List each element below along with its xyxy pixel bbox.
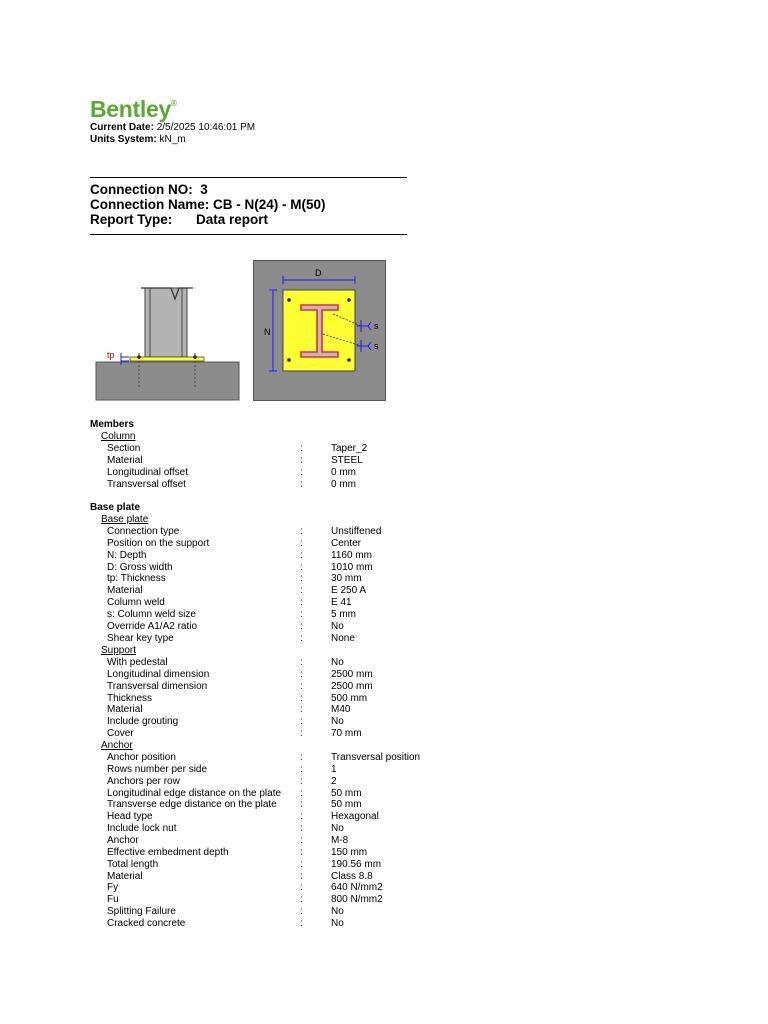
connection-name-value: CB - N(24) - M(50) bbox=[213, 197, 326, 212]
property-separator: : bbox=[300, 763, 303, 775]
anchor-hole bbox=[347, 298, 351, 302]
d-label: D bbox=[315, 268, 322, 278]
property-row bbox=[0, 918, 768, 930]
property-label: Fu bbox=[107, 894, 119, 906]
property-label: s: Column weld size bbox=[107, 608, 196, 620]
anchor-hole bbox=[347, 358, 351, 362]
property-row bbox=[0, 882, 768, 894]
property-row bbox=[0, 811, 768, 823]
connection-name bbox=[90, 197, 326, 212]
property-separator: : bbox=[300, 632, 303, 644]
connection-no bbox=[90, 182, 208, 197]
property-value: None bbox=[331, 632, 355, 644]
plan-diagram bbox=[253, 260, 386, 401]
property-row bbox=[0, 788, 768, 800]
property-separator: : bbox=[300, 608, 303, 620]
property-label: Include lock nut bbox=[107, 823, 177, 835]
property-value: Taper_2 bbox=[331, 443, 368, 454]
property-separator: : bbox=[300, 894, 303, 906]
property-value: STEEL bbox=[331, 454, 363, 466]
property-label: Longitudinal offset bbox=[107, 466, 188, 478]
property-label: Anchors per row bbox=[107, 775, 180, 787]
logo-text: Bentley bbox=[90, 96, 171, 122]
property-label: Anchor bbox=[107, 834, 139, 846]
property-row bbox=[0, 823, 768, 835]
support-subtitle: Support bbox=[101, 645, 137, 656]
property-separator: : bbox=[300, 573, 303, 585]
property-separator: : bbox=[300, 834, 303, 846]
property-value: M40 bbox=[331, 704, 351, 716]
property-value: 50 mm bbox=[331, 787, 362, 799]
property-row bbox=[0, 693, 768, 705]
property-row bbox=[0, 906, 768, 918]
column-section bbox=[145, 288, 187, 357]
property-separator: : bbox=[300, 775, 303, 787]
property-label: Rows number per side bbox=[107, 763, 208, 775]
property-row bbox=[0, 550, 768, 562]
property-value: 0 mm bbox=[331, 466, 356, 478]
property-row bbox=[0, 609, 768, 621]
s-label-1: s bbox=[374, 321, 379, 331]
property-label: Include grouting bbox=[107, 716, 179, 728]
property-row bbox=[0, 752, 768, 764]
property-label: Cover bbox=[107, 728, 134, 740]
property-separator: : bbox=[300, 882, 303, 894]
property-row bbox=[0, 681, 768, 693]
property-separator: : bbox=[300, 823, 303, 835]
property-separator: : bbox=[300, 704, 303, 716]
property-value: 800 N/mm2 bbox=[331, 894, 383, 906]
property-separator: : bbox=[300, 917, 303, 929]
property-value: 150 mm bbox=[331, 846, 368, 858]
property-row bbox=[0, 562, 768, 574]
property-separator: : bbox=[300, 728, 303, 740]
property-separator: : bbox=[300, 561, 303, 573]
property-label: Cracked concrete bbox=[107, 917, 186, 929]
property-row bbox=[0, 585, 768, 597]
property-value: 500 mm bbox=[331, 692, 368, 704]
property-label: Thickness bbox=[107, 692, 153, 704]
property-row bbox=[0, 799, 768, 811]
property-value: Unstiffened bbox=[331, 526, 382, 537]
bentley-logo bbox=[90, 96, 177, 123]
property-value: 0 mm bbox=[331, 478, 356, 490]
property-value: No bbox=[331, 716, 344, 728]
property-separator: : bbox=[300, 549, 303, 561]
property-separator: : bbox=[300, 443, 303, 454]
property-row bbox=[0, 764, 768, 776]
property-value: 70 mm bbox=[331, 728, 362, 740]
property-separator: : bbox=[300, 657, 303, 668]
property-label: D: Gross width bbox=[107, 561, 173, 573]
property-label: Fy bbox=[107, 882, 119, 894]
property-label: Material bbox=[107, 704, 143, 716]
divider-bottom bbox=[90, 234, 407, 235]
units-value: kN_m bbox=[159, 134, 186, 145]
report-type bbox=[90, 212, 268, 227]
property-value: 2500 mm bbox=[331, 680, 373, 692]
property-label: Total length bbox=[107, 858, 159, 870]
property-value: E 250 A bbox=[331, 585, 367, 597]
current-date-value: 2/5/2025 10:46:01 PM bbox=[156, 122, 256, 133]
anchor-hole bbox=[287, 358, 291, 362]
property-value: 1010 mm bbox=[331, 561, 373, 573]
property-row bbox=[0, 479, 768, 491]
base-plate-title: Base plate bbox=[90, 502, 141, 513]
property-label: Transversal dimension bbox=[107, 680, 208, 692]
property-separator: : bbox=[300, 906, 303, 918]
anchor-hole bbox=[287, 298, 291, 302]
anchor-subtitle: Anchor bbox=[101, 740, 133, 751]
property-label: Column weld bbox=[107, 597, 165, 609]
concrete-support bbox=[96, 362, 239, 400]
property-label: With pedestal bbox=[107, 657, 168, 668]
elevation-diagram bbox=[95, 283, 240, 401]
property-value: 640 N/mm2 bbox=[331, 882, 383, 894]
property-row bbox=[0, 776, 768, 788]
property-row bbox=[0, 597, 768, 609]
current-date-label: Current Date: bbox=[90, 122, 154, 133]
property-separator: : bbox=[300, 799, 303, 811]
property-row bbox=[0, 538, 768, 550]
divider-top bbox=[90, 177, 407, 178]
property-value: 5 mm bbox=[331, 608, 356, 620]
property-row bbox=[0, 716, 768, 728]
property-label: Longitudinal dimension bbox=[107, 668, 210, 680]
n-label: N bbox=[264, 327, 271, 337]
property-row bbox=[0, 526, 768, 538]
property-separator: : bbox=[300, 752, 303, 763]
property-row bbox=[0, 467, 768, 479]
property-value: Hexagonal bbox=[331, 811, 379, 823]
property-separator: : bbox=[300, 526, 303, 537]
property-label: N: Depth bbox=[107, 549, 147, 561]
property-label: Transverse edge distance on the plate bbox=[107, 799, 277, 811]
property-separator: : bbox=[300, 454, 303, 466]
property-row bbox=[0, 894, 768, 906]
property-value: Transversal position bbox=[331, 752, 421, 763]
property-row bbox=[0, 859, 768, 871]
property-row bbox=[0, 657, 768, 669]
property-row bbox=[0, 669, 768, 681]
property-value: No bbox=[331, 917, 344, 929]
connection-no-label: Connection NO: bbox=[90, 182, 193, 197]
property-label: Material bbox=[107, 870, 143, 882]
property-label: Override A1/A2 ratio bbox=[107, 620, 198, 632]
property-separator: : bbox=[300, 466, 303, 478]
column-subtitle: Column bbox=[101, 431, 136, 442]
property-value: 50 mm bbox=[331, 799, 362, 811]
property-separator: : bbox=[300, 585, 303, 597]
property-separator: : bbox=[300, 716, 303, 728]
property-separator: : bbox=[300, 811, 303, 823]
property-value: No bbox=[331, 657, 344, 668]
property-value: 30 mm bbox=[331, 573, 362, 585]
property-row bbox=[0, 573, 768, 585]
property-label: tp: Thickness bbox=[107, 573, 166, 585]
property-value: Center bbox=[331, 537, 362, 549]
property-label: Transversal offset bbox=[107, 478, 186, 490]
property-separator: : bbox=[300, 478, 303, 490]
current-date bbox=[90, 122, 255, 133]
property-separator: : bbox=[300, 668, 303, 680]
base-plate-elevation bbox=[130, 357, 204, 361]
property-separator: : bbox=[300, 846, 303, 858]
logo-mark: ® bbox=[170, 99, 177, 108]
property-label: Position on the support bbox=[107, 537, 210, 549]
s-label-2: s bbox=[374, 341, 379, 351]
property-value: 1160 mm bbox=[331, 549, 372, 561]
property-separator: : bbox=[300, 870, 303, 882]
property-label: Material bbox=[107, 585, 143, 597]
property-row bbox=[0, 835, 768, 847]
units-label: Units System: bbox=[90, 134, 157, 145]
report-type-label: Report Type: bbox=[90, 212, 173, 227]
property-separator: : bbox=[300, 787, 303, 799]
units-system bbox=[90, 134, 186, 145]
connection-no-value: 3 bbox=[200, 182, 208, 197]
property-separator: : bbox=[300, 680, 303, 692]
property-row bbox=[0, 633, 768, 645]
property-separator: : bbox=[300, 620, 303, 632]
property-label: Effective embedment depth bbox=[107, 846, 229, 858]
property-value: 2 bbox=[331, 775, 337, 787]
property-label: Head type bbox=[107, 811, 153, 823]
property-value: No bbox=[331, 823, 344, 835]
connection-name-label: Connection Name: bbox=[90, 197, 210, 212]
property-row bbox=[0, 871, 768, 883]
base-plate-subtitle: Base plate bbox=[101, 514, 149, 525]
property-label: Splitting Failure bbox=[107, 906, 176, 918]
report-type-value: Data report bbox=[196, 212, 269, 227]
property-value: No bbox=[331, 620, 344, 632]
tp-label: tp bbox=[107, 350, 115, 360]
property-label: Material bbox=[107, 454, 143, 466]
property-label: Connection type bbox=[107, 526, 180, 537]
property-value: M-8 bbox=[331, 834, 349, 846]
property-label: Longitudinal edge distance on the plate bbox=[107, 787, 282, 799]
property-value: Class 8.8 bbox=[331, 870, 373, 882]
property-value: 190.56 mm bbox=[331, 858, 382, 870]
property-value: E 41 bbox=[331, 597, 352, 609]
property-row bbox=[0, 704, 768, 716]
property-label: Shear key type bbox=[107, 632, 174, 644]
property-row bbox=[0, 455, 768, 467]
property-separator: : bbox=[300, 692, 303, 704]
property-separator: : bbox=[300, 858, 303, 870]
members-title: Members bbox=[90, 419, 134, 430]
property-row bbox=[0, 443, 768, 455]
property-row bbox=[0, 728, 768, 740]
property-value: No bbox=[331, 906, 344, 918]
property-row bbox=[0, 621, 768, 633]
property-label: Section bbox=[107, 443, 141, 454]
property-separator: : bbox=[300, 597, 303, 609]
property-row bbox=[0, 847, 768, 859]
property-value: 2500 mm bbox=[331, 668, 373, 680]
property-value: 1 bbox=[331, 763, 337, 775]
property-label: Anchor position bbox=[107, 752, 176, 763]
property-separator: : bbox=[300, 537, 303, 549]
